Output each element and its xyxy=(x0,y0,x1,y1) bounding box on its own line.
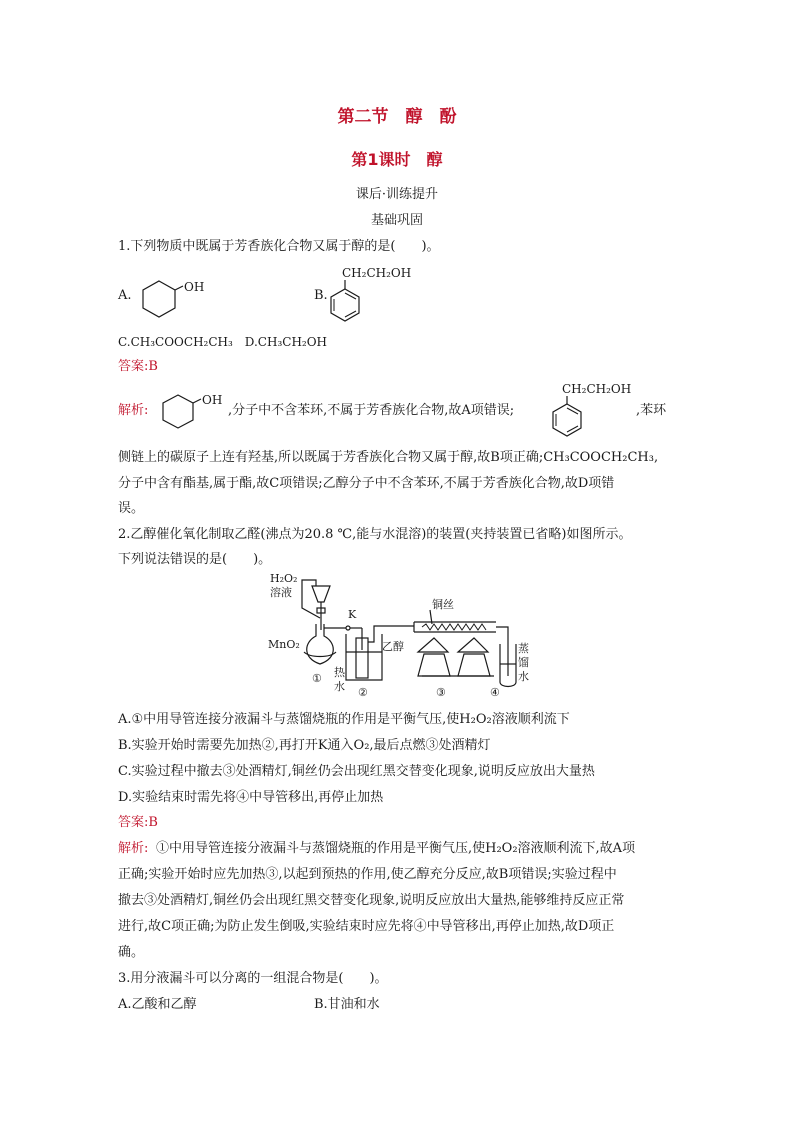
fig-hot-water-label: 水 xyxy=(334,680,345,693)
q1-analysis-line-3: 分子中含有酯基,属于酯,故C项错误;乙醇分子中不含苯环,不属于芳香族化合物,故D项错 xyxy=(118,476,615,491)
q3-option-b: B.甘油和水 xyxy=(314,997,380,1012)
fig-num-4: ④ xyxy=(490,686,500,699)
analysis-phenylethanol-structure xyxy=(540,378,640,442)
fig-h2o2-label: H₂O₂ xyxy=(270,572,298,585)
q1-analysis-line-4: 误。 xyxy=(118,501,145,516)
q1-options-c-d: C.CH₃COOCH₂CH₃ D.CH₃CH₂OH xyxy=(118,335,328,349)
q1-analysis-label: 解析: xyxy=(118,403,149,418)
q2-option-c: C.实验过程中撤去③处酒精灯,铜丝仍会出现红黑交替变化现象,说明反应放出大量热 xyxy=(118,764,595,779)
level-heading: 基础巩固 xyxy=(370,213,423,228)
question-2-stem-line-2: 下列说法错误的是( )。 xyxy=(118,552,272,567)
fig-copper-label: 铜丝 xyxy=(432,598,454,611)
fig-num-1: ① xyxy=(312,672,322,685)
q1-analysis-line-1b: ,苯环 xyxy=(636,403,667,418)
q2-answer: 答案:B xyxy=(118,815,158,830)
apparatus-diagram xyxy=(264,572,532,704)
q2-analysis-label: 解析: xyxy=(118,841,149,856)
fig-num-3: ③ xyxy=(436,686,446,699)
section-title: 第二节 醇 酚 xyxy=(337,107,457,127)
q1-option-a-label: A. xyxy=(118,288,132,303)
q2-analysis-line-5: 确。 xyxy=(118,945,145,960)
q2-analysis-line-4: 进行,故C项正确;为防止发生倒吸,实验结束时应先将④中导管移出,再停止加热,故D项正 xyxy=(118,919,615,934)
q2-option-d: D.实验结束时需先将④中导管移出,再停止加热 xyxy=(118,790,384,805)
q1-analysis-line-2: 侧链上的碳原子上连有羟基,所以既属于芳香族化合物又属于醇,故B项正确;CH₃COOCH₂CH₃, xyxy=(118,450,659,465)
side-chain-label: CH₂CH₂OH xyxy=(342,266,412,280)
subtitle: 课后·训练提升 xyxy=(355,187,439,202)
q1-answer: 答案:B xyxy=(118,359,158,374)
question-1-stem: 1.下列物质中既属于芳香族化合物又属于醇的是( )。 xyxy=(118,239,440,254)
analysis-cyclohexanol-structure xyxy=(156,388,228,432)
q2-option-a: A.①中用导管连接分液漏斗与蒸馏烧瓶的作用是平衡气压,使H₂O₂溶液顺利流下 xyxy=(118,712,570,727)
fig-hot-label: 热 xyxy=(334,666,345,679)
q2-option-b: B.实验开始时需要先加热②,再打开K通入O₂,最后点燃③处酒精灯 xyxy=(118,738,491,753)
analysis-side-chain-label: CH₂CH₂OH xyxy=(562,382,632,396)
fig-solution-label: 溶液 xyxy=(270,586,292,599)
fig-mno2-label: MnO₂ xyxy=(268,638,300,651)
fig-distilled-3: 水 xyxy=(518,670,529,683)
fig-valve-label: K xyxy=(348,608,357,621)
lesson-title: 第1课时 醇 xyxy=(351,150,443,169)
cyclohexanol-structure xyxy=(135,272,215,320)
hydroxyl-group-label: OH xyxy=(184,280,205,294)
fig-distilled-2: 馏 xyxy=(518,656,529,669)
q2-analysis-line-2: 正确;实验开始时应先加热③,以起到预热的作用,使乙醇充分反应,故B项错误;实验过程中 xyxy=(118,867,617,882)
question-2-stem-line-1: 2.乙醇催化氧化制取乙醛(沸点为20.8 ℃,能与水混溶)的装置(夹持装置已省略)如图所示。 xyxy=(118,527,632,542)
fig-ethanol-label: 乙醇 xyxy=(382,640,404,653)
fig-num-2: ② xyxy=(358,686,368,699)
fig-distilled-1: 蒸 xyxy=(518,642,529,655)
phenylethanol-structure xyxy=(328,262,428,326)
question-3-stem: 3.用分液漏斗可以分离的一组混合物是( )。 xyxy=(118,971,388,986)
q2-analysis-line-1: ①中用导管连接分液漏斗与蒸馏烧瓶的作用是平衡气压,使H₂O₂溶液顺利流下,故A项 xyxy=(156,841,636,856)
q2-analysis-line-3: 撤去③处酒精灯,铜丝仍会出现红黑交替变化现象,说明反应放出大量热,能够维持反应正常 xyxy=(118,893,625,908)
q3-option-a: A.乙酸和乙醇 xyxy=(118,997,197,1012)
q1-option-b-label: B. xyxy=(314,288,328,303)
analysis-hydroxyl-label: OH xyxy=(202,393,223,407)
q1-analysis-line-1: ,分子中不含苯环,不属于芳香族化合物,故A项错误; xyxy=(228,403,515,418)
